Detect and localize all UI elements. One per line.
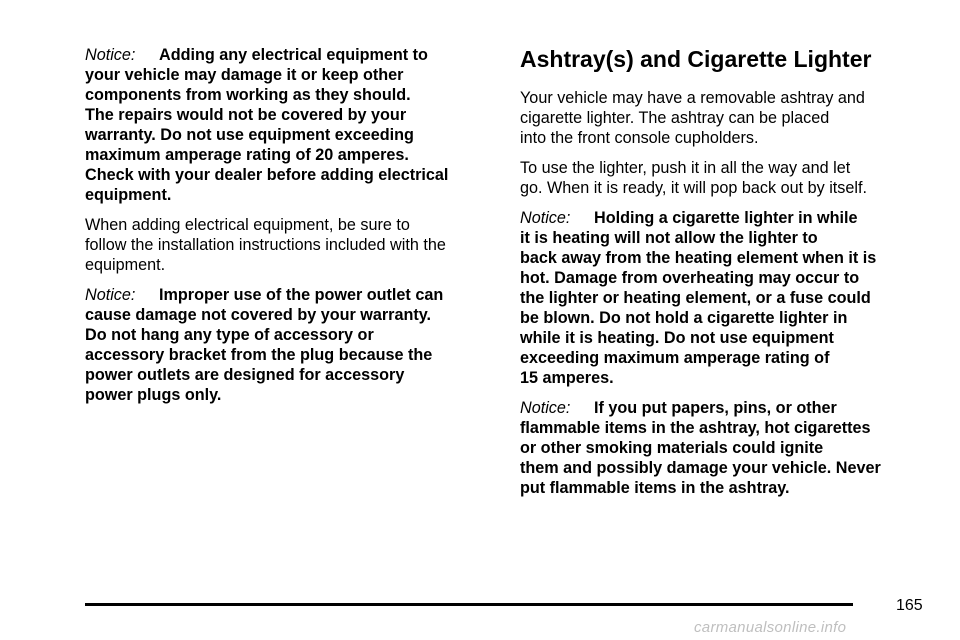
notice-label: Notice: [520,209,571,227]
notice-line: back away from the heating element when it is [520,249,877,267]
body-line: follow the installation instructions included with the [85,236,446,254]
body-line: go. When it is ready, it will pop back out by itself. [520,179,867,197]
notice-line: it is heating will not allow the lighter to [520,229,818,247]
notice-line: cause damage not covered by your warranty. [85,306,432,324]
body-line: Your vehicle may have a removable ashtray and [520,89,865,107]
notice-line: power plugs only. [85,386,222,404]
notice-line: while it is heating. Do not use equipment [520,329,834,347]
notice-line: your vehicle may damage it or keep other [85,66,404,84]
body-line: into the front console cupholders. [520,129,759,147]
body-line: cigarette lighter. The ashtray can be placed [520,109,830,127]
body-line: To use the lighter, push it in all the way and let [520,159,851,177]
notice-line: The repairs would not be covered by your [85,106,407,124]
body-paragraph-installation [85,215,505,275]
section-heading: Ashtray(s) and Cigarette Lighter [520,46,872,72]
notice-label: Notice: [520,399,571,417]
notice-line: warranty. Do not use equipment exceeding [85,126,414,144]
notice-line: exceeding maximum amperage rating of [520,349,830,367]
body-line: equipment. [85,256,166,274]
body-line: When adding electrical equipment, be sure to [85,216,410,234]
notice-line: them and possibly damage your vehicle. Never [520,459,881,477]
notice-first-line [520,398,940,418]
notice-line: maximum amperage rating of 20 amperes. [85,146,409,164]
notice-text: Adding any electrical equipment to [159,46,428,64]
body-paragraph-lighter [520,158,940,198]
notice-line: equipment. [85,186,172,204]
notice-first-line [520,208,940,228]
notice-line: flammable items in the ashtray, hot cigarettes [520,419,871,437]
notice-line: components from working as they should. [85,86,411,104]
notice-line: or other smoking materials could ignite [520,439,824,457]
notice-text: Improper use of the power outlet can [159,286,444,304]
notice-line: 15 amperes. [520,369,614,387]
notice-lighter-heating [520,208,940,388]
notice-line: Do not hang any type of accessory or [85,326,374,344]
notice-line: accessory bracket from the plug because the [85,346,433,364]
notice-line: be blown. Do not hold a cigarette lighter in [520,309,848,327]
footer-rule [85,603,853,606]
notice-power-outlet [85,285,505,405]
notice-text: Holding a cigarette lighter in while [594,209,858,227]
notice-line: the lighter or heating element, or a fuse could [520,289,871,307]
right-column [520,44,940,508]
notice-line: Check with your dealer before adding electrical [85,166,449,184]
left-column [85,45,505,415]
notice-label: Notice: [85,286,136,304]
notice-line: put flammable items in the ashtray. [520,479,790,497]
notice-first-line [85,45,505,65]
notice-flammable-items [520,398,940,498]
notice-line: hot. Damage from overheating may occur to [520,269,860,287]
page-number: 165 [896,597,923,614]
body-paragraph-ashtray [520,88,940,148]
watermark: carmanualsonline.info [694,619,847,636]
notice-line: power outlets are designed for accessory [85,366,405,384]
notice-text: If you put papers, pins, or other [594,399,837,417]
notice-electrical-equipment [85,45,505,205]
notice-label: Notice: [85,46,136,64]
notice-first-line [85,285,505,305]
